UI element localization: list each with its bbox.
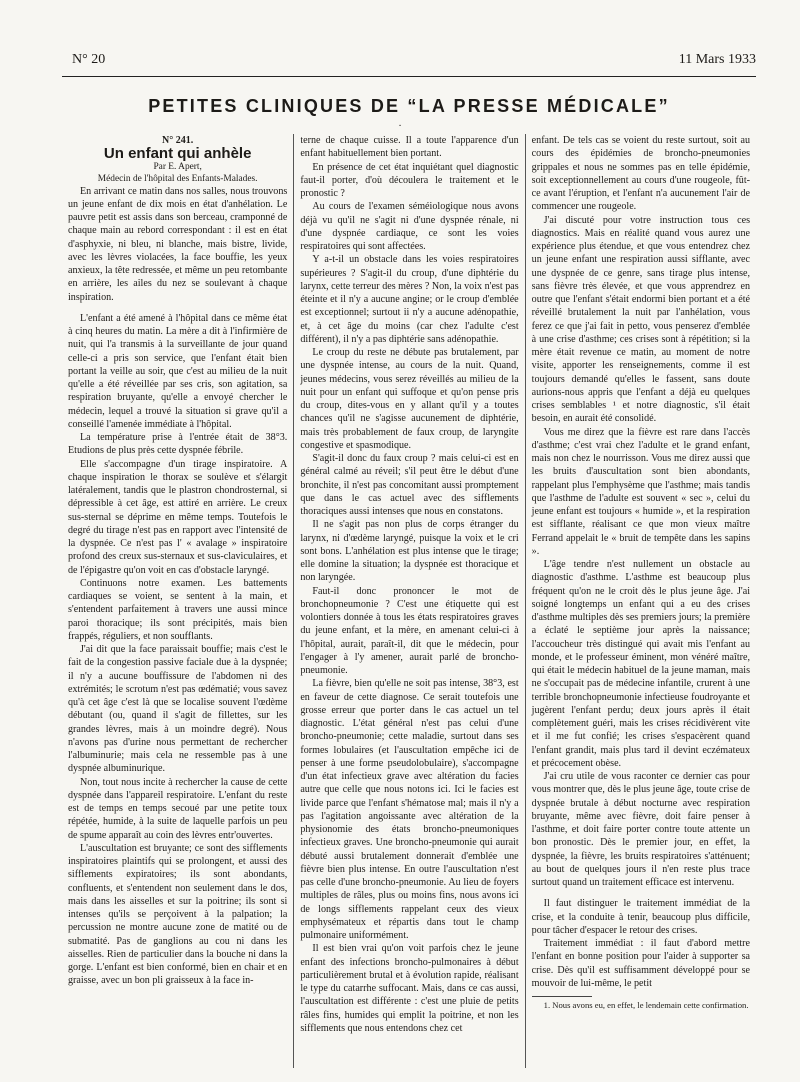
paragraph: La fièvre, bien qu'elle ne soit pas intense, 38°3, est en faveur de cette diagnose. Ce serait toutefois une grosse erreur que porter dans le cas actuel un tel diagnostic. L'état général n'est pas celui d'une broncho-pneumonie; cette maladie, surtout dans ses formes lobulaires (et l'auscultation empêche ici de penser à une forme pseudolobulaire), s'accompagne d'un état infectieux grave avec altération du facies autre que celle que nous notons ici. Ici le facies est livide parce que l'enfant s'hématose mal; mais il n'y a pas l'agitation angoissante avec altération de la physionomie des états broncho-pneumoniques infectieux graves. Une broncho-pneumonie qui aurait débuté aussi brutalement donnerait d'emblée une fièvre bien plus intense. En outre l'auscultation n'est pas celle d'une broncho-pneumonie. Au lieu de foyers multiples de râles, plus ou moins fins, nous avons ici de longs sifflements rappelant ceux des vieux emphysémateux et répartis dans tout le champ pulmonaire uniformément. (300, 678, 519, 941)
paragraph: J'ai discuté pour votre instruction tous ces diagnostics. Mais en réalité quand vous aurez une expérience plus étendue, et que vous entendrez chez un jeune enfant une respiration aussi sifflante, avec une dyspnée de ce genre, sans tirage plus intense, sans fièvre très élevée, et que vous apprendrez en outre que l'enfant s'était endormi bien portant et a été réveillé brutalement la nuit par l'anhélation, vous ferez ce que j'ai fait in petto, vous penserez d'emblée à une crise d'asthme; ces crises sont à répétition; si la mère était revenue ce matin, au moment de notre visite, apporter les renseignements, comme il est toujours demandé qu'elles le fassent, sans doute aurions-nous appris que l'enfant a déjà eu quelques crises semblables ¹ et notre diagnostic, s'il était besoin, en aurait été consolidé. (531, 214, 751, 425)
article-title: Un enfant qui anhèle (103, 145, 252, 163)
paragraph: Elle s'accompagne d'un tirage inspiratoire. A chaque inspiration le thorax se soulève et s'élargit latéralement, tandis que le plastron chondrosternal, si dépressible à cet âge, est attiré en arrière. Le creux sus-sternal se déprime en même temps. Toutefois le degré du tirage n'est pas en rapport avec l'intensité de la dyspnée. Ce n'est pas l' « avalage » inspiratoire profond des creux sus-sternaux et sus-claviculaires, et de l'épigastre qu'on voit en cas d'obstacle laryngé. (68, 458, 288, 576)
paragraph: En arrivant ce matin dans nos salles, nous trouvons un jeune enfant de dix mois en état d'anhélation. Le pauvre petit est assis dans son berceau, cramponné de chaque main au rebord correspondant : il est en état d'asphyxie, ni bleu, ni blanche, mais bistre, livide, avec les lèvres violacées, la face bouffie, les yeux anxieux, la tête redressée, et même un peu retombante en arrière, les ailes du nez se soulevant à chaque inspiration. (68, 185, 288, 303)
ornament-icon: · (398, 121, 402, 132)
paragraph: J'ai cru utile de vous raconter ce dernier cas pour vous montrer que, dès le plus jeune âge, toute crise de dyspnée brutale à début nocturne avec respiration bruyante, même avec fièvre, doit faire penser à l'asthme, et doit faire porter contre toute attente un bon pronostic. Dès le premier jour, en effet, la dyspnée, la fièvre, les bruits respiratoires s'atténuent; au bout de quelques jours il n'en reste plus trace surtout quand un traitement efficace est intervenu. (531, 771, 751, 888)
header-rule (62, 76, 756, 77)
paragraph: Il ne s'agit pas non plus de corps étranger du larynx, ni d'œdème laryngé, puisque la voix et le cri sont bons. L'anhélation est plus intense que le tirage; elle domine la situation; la dyspnée est thoracique et non laryngée. (300, 519, 519, 584)
paragraph: enfant. De tels cas se voient du reste surtout, soit au cours des épidémies de broncho-pneumonies grippales et nous ne sommes pas en telle épidémie, soit exceptionnellement au cours d'une rougeole, fût-ce avant l'éruption, et l'enfant n'a aucunement l'air de commencer une rougeole. (531, 135, 751, 213)
paragraph: S'agit-il donc du faux croup ? mais celui-ci est en général calmé au réveil; s'il peut être le début d'une bronchite, il n'est pas concomitant aussi promptement que dans le cas actuel avec des sifflements thoraciques aussi intenses que nous en constatons. (300, 453, 519, 517)
paragraph: J'ai dit que la face paraissait bouffie; mais c'est le fait de la congestion passive faciale due à la dyspnée; il n'y a aucune bouffissure de l'abdomen ni des extrémités; le scrotum n'est pas œdématié; vous savez qu'à cet âge c'est là que se localise souvent l'œdème débutant (ou, quand il s'agit de fillettes, sur les grandes lèvres, mais à un moindre degré). Nous n'avons pas d'urine nous permettant de rechercher l'albuminurie; mais cela ne ressemble pas à une dyspnée albuminurique. (68, 644, 288, 775)
issue-number: N° 20 (72, 52, 106, 67)
paragraph: Le croup du reste ne débute pas brutalement, par une dyspnée intense, au cours de la nuit. Quand, jeunes médecins, vous serez réveillés au milieu de la nuit pour un enfant qui suffoque et qu'on pense pris du croup, dites-vous en y allant qu'il y a toutes chances qu'il ne s'agisse aucunement de diphtérie, mais très probablement de faux croup, de laryngite congestive et spasmodique. (300, 347, 519, 451)
footnote: 1. Nous avons eu, en effet, le lendemain cette confirmation. (543, 1000, 749, 1010)
paragraph: En présence de cet état inquiétant quel diagnostic faut-il porter, d'où découlera le traitement et le pronostic ? (300, 161, 519, 199)
paragraph: Vous me direz que la fièvre est rare dans l'accès d'asthme; c'est vrai chez l'adulte et le grand enfant, mais non chez le nourrisson. Vous me direz aussi que les bruits d'auscultation sont bien abondants, rappelant plus l'emphysème que l'asthme; mais tandis que l'asthme de l'adulte est souvent « sec », celui du jeune enfant est toujours « humide », et la respiration est sifflante, réalisant ce que mon vieux maître Ferrand appelait le « bruit de tempête dans les sapins ». (531, 426, 751, 557)
article-number: N° 241. (162, 135, 194, 146)
paragraph: Il est bien vrai qu'on voit parfois chez le jeune enfant des infections broncho-pulmonaires à début particulièrement brutal et à évolution rapide, réalisant le type du catarrhe suffocant. Mais, dans ce cas aussi, l'auscultation est différente : c'est une pluie de petits râles fins, humides qui emplit la poitrine, et non les sifflements que nous entendons chez cet (300, 943, 519, 1034)
paragraph: Non, tout nous incite à rechercher la cause de cette dyspnée dans l'appareil respiratoire. L'enfant du reste est de temps en temps secoué par une petite toux répétée, humide, à la suite de laquelle parfois un peu de spume apparaît au coin des lèvres entr'ouvertes. (68, 776, 288, 841)
paragraph: Continuons notre examen. Les battements cardiaques se voient, se sentent à la main, et s'entendent parfaitement à travers une aussi mince paroi thoracique; ils sont précipités, mais bien frappés, réguliers, et non soufflants. (68, 577, 288, 642)
paragraph: Faut-il donc prononcer le mot de bronchopneumonie ? C'est une étiquette qui est volontiers donnée à tous les états respiratoires graves du jeune enfant, et la mère, en amenant celui-ci à l'hôpital, aurait, paraît-il, dit que le médecin, pour l'engager à l'y amener, aurait parlé de broncho-pneumonie. (300, 585, 519, 676)
article-affiliation: Médecin de l'hôpital des Enfants-Malades. (97, 173, 258, 184)
paragraph: L'âge tendre n'est nullement un obstacle au diagnostic d'asthme. L'asthme est beaucoup plus fréquent qu'on ne le croit dès le plus jeune âge. J'ai soigné longtemps un enfant qui a eu des crises d'asthme multiples dès ses premiers jours; la première a éclaté le septième jour après la naissance; l'accoucheur très distingué qui avait mis l'enfant au monde, et le professeur éminent, mon vénéré maître, qui était le médecin habituel de la jeune maman, mais ne s'occupait pas de médecine infantile, crurent à une terrible bronchopneumonie infectieuse foudroyante et jugèrent l'enfant perdu; deux jours après il était complètement guéri, mais les crises récidivèrent vite et il me fut confié; les crises s'espacèrent quand l'enfant grandit, mais plus tard il devint eczémateux et précocement obèse. (531, 559, 751, 769)
footnote-rule (532, 996, 592, 997)
paragraph: terne de chaque cuisse. Il a toute l'apparence d'un enfant habituellement bien portant. (300, 135, 519, 160)
article-columns (62, 134, 756, 1068)
page-header (62, 52, 756, 74)
paragraph: La température prise à l'entrée était de 38°3. Etudions de plus près cette dyspnée fébrile. (68, 432, 288, 457)
paragraph: L'enfant a été amené à l'hôpital dans ce même état à cinq heures du matin. La mère a dit à l'infirmière de nuit, qui l'a transmis à la surveillante de jour quand celle-ci a pris son service, que l'enfant était bien portant la veille au soir, que c'est au milieu de la nuit qu'elle a été réveillée par ses cris, son agitation, sa respiration bruyante, qu'elle a envoyé chercher le médecin, lequel a trouvé la situation si grave qu'il a conseillé l'amenée immédiate à l'hôpital. (68, 312, 288, 430)
paragraph: Il faut distinguer le traitement immédiat de la crise, et la conduite à tenir, beaucoup plus difficile, pour tâcher d'espacer le retour des crises. (531, 898, 751, 936)
column-1 (62, 134, 293, 1068)
paragraph: L'auscultation est bruyante; ce sont des sifflements inspiratoires plaintifs qui se prolongent, et aussi des sifflements expiratoires; ils sont abondants, confluents, et s'entendent non seulement dans le dos, mais dans les aisselles et sur la poitrine; ils sont si intenses qu'ils se perçoivent à la palpation; la percussion ne montre aucune zone de matité ou de submatité. Pas de ganglions au cou ni dans les aisselles. Rien de particulier dans la bouche ni dans la gorge. L'enfant est bien conformé, bien en chair et en graisse, avec un bon pli graisseux à la face in- (68, 842, 288, 987)
column-3 (525, 134, 756, 1068)
paragraph: Traitement immédiat : il faut d'abord mettre l'enfant en bonne position pour l'aider à supporter sa crise. Dès qu'il est suffisamment développé pour se mouvoir de lui-même, le petit (531, 938, 751, 989)
article-author: Par E. Apert, (153, 161, 202, 172)
issue-date: 11 Mars 1933 (678, 52, 756, 67)
column-2 (293, 134, 524, 1068)
paragraph: Y a-t-il un obstacle dans les voies respiratoires supérieures ? S'agit-il du croup, d'une diphtérie du larynx, cette terreur des mères ? Non, la voix n'est pas éteinte et il n'y a aucune angine; or le croup d'emblée est exceptionnel; surtout ii n'y a aucune adénopathie, et, à cet âge du moins (car chez l'adulte c'est différent), il n'y a pas diphtérie sans adénopathie. (300, 254, 519, 345)
masthead: PETITES CLINIQUES DE “LA PRESSE MÉDICALE” (148, 96, 670, 116)
paragraph: Au cours de l'examen séméiologique nous avons déjà vu qu'il ne s'agit ni d'une dyspnée rénale, ni d'une dyspnée cardiaque, ce sont les voies respiratoires qui sont affectées. (300, 201, 519, 252)
